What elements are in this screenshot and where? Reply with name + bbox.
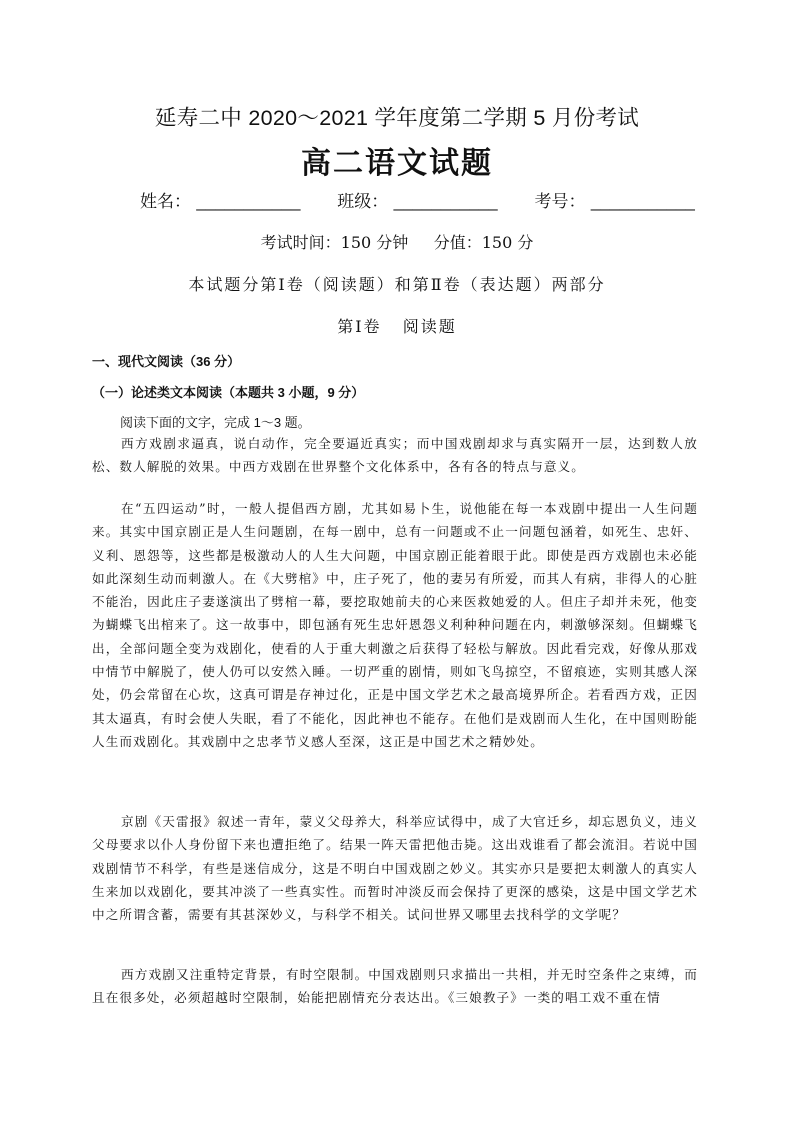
name-label: 姓名： bbox=[140, 192, 191, 212]
subsection-heading: （一）论述类文本阅读（本题共 3 小题，9 分） bbox=[92, 385, 365, 400]
part-one-title: 第Ⅰ卷 阅读题 bbox=[337, 317, 457, 336]
exam-number-blank: ___________ bbox=[590, 192, 695, 211]
exam-time-and-score: 考试时间：150 分钟 分值：150 分 bbox=[260, 233, 534, 252]
name-blank: ___________ bbox=[196, 192, 301, 211]
class-blank: ___________ bbox=[393, 192, 498, 211]
student-info-row bbox=[140, 187, 695, 212]
passage-paragraph: 在“五四运动”时，一般人提倡西方剧，尤其如易卜生，说他能在每一本戏剧中提出一人生问题来。其实中国京剧正是人生问题剧，在每一剧中，总有一问题或不止一问题包涵着，如死生、忠奸、义利、恩怨等，这些都是极激动人的人生大问题，中国京剧正能着眼于此。即使是西方戏剧也未必能如此深刻生动而刺激人。在《大劈棺》中，庄子死了，他的妻另有所爱，而其人有病，非得人的心脏不能治，因此庄子妻遂演出了劈棺一幕，要挖取她前夫的心来医救她爱的人。但庄子却并未死，他变为蝴蝶飞出棺来了。这一故事中，即包涵有死生忠奸恩怨义利种种问题在内，刺激够深刻。但蝴蝶飞出，全部问题全变为戏剧化，使看的人于重大刺激之后获得了轻松与解放。因此看完戏，好像从那戏中情节中解脱了，使人仍可以安然入睡。一切严重的剧情，则如飞鸟掠空，不留痕迹，实则其感人深处，仍会常留在心坎，这真可谓是存神过化，正是中国文学艺术之最高境界所企。若看西方戏，正因其太逼真，有时会使人失眠，看了不能化，因此神也不能存。在他们是戏剧而人生化，在中国则盼能人生而戏剧化。其戏剧中之忠孝节义感人至深，这正是中国艺术之精妙处。 bbox=[92, 501, 698, 749]
passage-paragraph: 西方戏剧求逼真，说白动作，完全要逼近真实；而中国戏剧却求与真实隔开一层，达到数人放松、数人解脱的效果。中西方戏剧在世界整个文化体系中，各有各的特点与意义。 bbox=[92, 436, 698, 475]
reading-instruction: 阅读下面的文字，完成 1～3 题。 bbox=[120, 415, 311, 430]
school-exam-title: 延寿二中 2020～2021 学年度第二学期 5 月份考试 bbox=[154, 106, 640, 130]
exam-number-label: 考号： bbox=[534, 192, 586, 212]
class-label: 班级： bbox=[337, 192, 389, 212]
main-title: 高二语文试题 bbox=[301, 146, 493, 181]
passage-paragraph: 西方戏剧又注重特定背景，有时空限制。中国戏剧则只求描出一共相，并无时空条件之束缚，而且在很多处，必须超越时空限制，始能把剧情充分表达出。《三娘教子》一类的唱工戏不重在情 bbox=[92, 967, 698, 1006]
paper-structure-note: 本试题分第Ⅰ卷（阅读题）和第Ⅱ卷（表达题）两部分 bbox=[188, 275, 606, 294]
passage-paragraph: 京剧《天雷报》叙述一青年，蒙义父母养大，科举应试得中，成了大官迁乡，却忘恩负义，违义父母要求以仆人身份留下来也遭拒绝了。结果一阵天雷把他击毙。这出戏谁看了都会流泪。若说中国戏剧情节不科学，有些是迷信成分，这是不明白中国戏剧之妙义。其实亦只是要把太刺激人的真实人生来加以戏剧化，要其冲淡了一些真实性。而暂时冲淡反而会保持了更深的感染，这是中国文学艺术中之所谓含蓄，需要有其甚深妙义，与科学不相关。试问世界又哪里去找科学的文学呢？ bbox=[92, 814, 698, 923]
section-heading: 一、现代文阅读（36 分） bbox=[92, 354, 241, 369]
